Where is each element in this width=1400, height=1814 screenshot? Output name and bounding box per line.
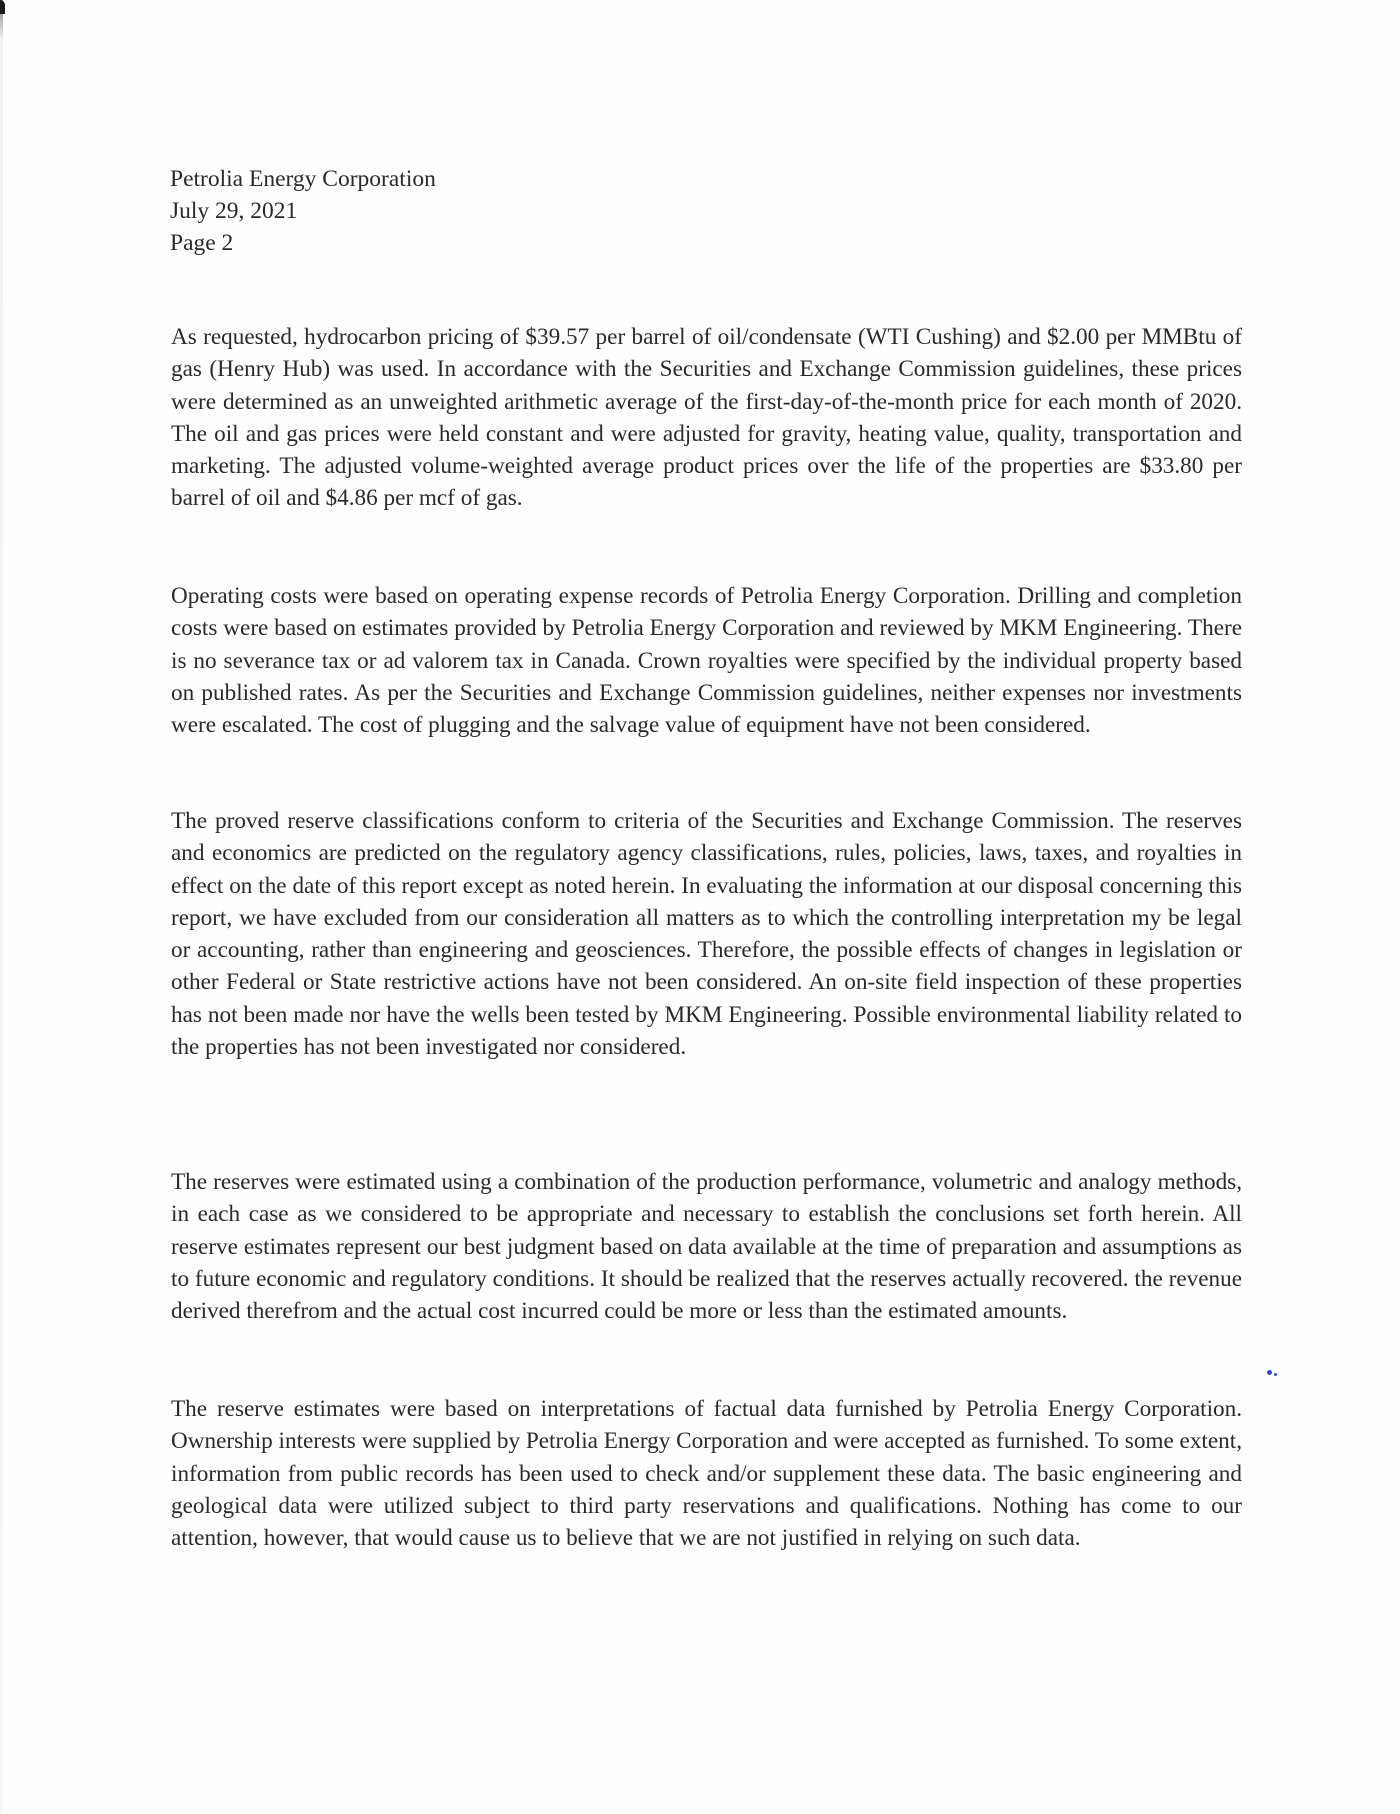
- recipient-name: Petrolia Energy Corporation: [170, 166, 436, 192]
- paragraph-operating-costs: Operating costs were based on operating expense records of Petrolia Energy Corporation. Drilling and completion costs were based on estimates provided by Petrolia Energy Corporation and reviewed by MKM Engineering. There is no severance tax or ad valorem tax in Canada. Crown royalties were specified by the individual property based on published rates. As per the Securities and Exchange Commission guidelines, neither expenses nor investments were escalated. The cost of plugging and the salvage value of equipment have not been considered.: [171, 583, 1242, 739]
- paragraph-data-sources: The reserve estimates were based on interpretations of factual data furnished by Petrolia Energy Corporation. Ownership interests were supplied by Petrolia Energy Corporation and were accepted as furnished. To some extent, information from public records has been used to check and/or supplement these data. The basic engineering and geological data were utilized subject to third party reservations and qualifications. Nothing has come to our attention, however, that would cause us to believe that we are not justified in relying on such data.: [171, 1396, 1242, 1552]
- letter-date: July 29, 2021: [170, 198, 298, 224]
- scan-edge-shadow: [0, 0, 3, 1814]
- scan-corner-mark: [0, 0, 5, 14]
- letter-header: [170, 163, 436, 259]
- ink-speck: [1267, 1370, 1272, 1375]
- page-number: Page 2: [170, 230, 234, 256]
- paragraph-pricing: As requested, hydrocarbon pricing of $39.57 per barrel of oil/condensate (WTI Cushing) and $2.00 per MMBtu of gas (Henry Hub) was used. In accordance with the Securities and Exchange Commission guidelines, these prices were determined as an unweighted arithmetic average of the first-day-of-the-month price for each month of 2020. The oil and gas prices were held constant and were adjusted for gravity, heating value, quality, transportation and marketing. The adjusted volume-weighted average product prices over the life of the properties are $33.80 per barrel of oil and $4.86 per mcf of gas.: [171, 324, 1242, 512]
- ink-speck: [1274, 1373, 1277, 1376]
- paragraph-estimation-methods: The reserves were estimated using a combination of the production performance, volumetric and analogy methods, in each case as we considered to be appropriate and necessary to establish the conclusions set forth herein. All reserve estimates represent our best judgment based on data available at the time of preparation and assumptions as to future economic and regulatory conditions. It should be realized that the reserves actually recovered. the revenue derived therefrom and the actual cost incurred could be more or less than the estimated amounts.: [171, 1169, 1242, 1325]
- paragraph-reserve-classifications: The proved reserve classifications conform to criteria of the Securities and Exchange Commission. The reserves and economics are predicted on the regulatory agency classifications, rules, policies, laws, taxes, and royalties in effect on the date of this report except as noted herein. In evaluating the information at our disposal concerning this report, we have excluded from our consideration all matters as to which the controlling interpretation my be legal or accounting, rather than engineering and geosciences. Therefore, the possible effects of changes in legislation or other Federal or State restrictive actions have not been considered. An on-site field inspection of these properties has not been made nor have the wells been tested by MKM Engineering. Possible environmental liability related to the properties has not been investigated nor considered.: [171, 808, 1242, 1061]
